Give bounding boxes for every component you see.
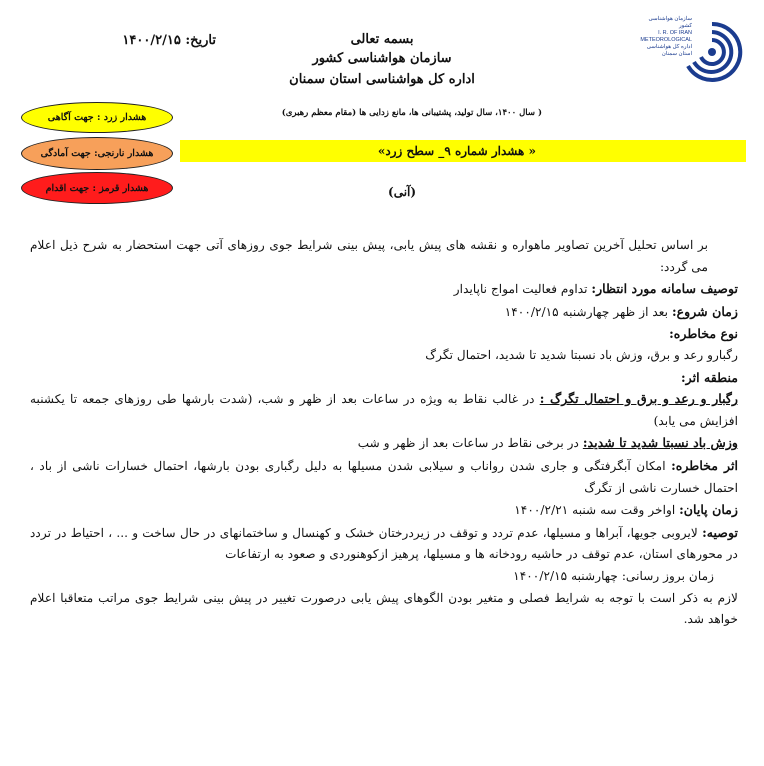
- intro-paragraph: بر اساس تحلیل آخرین تصاویر ماهواره و نقشه های پیش یابی، پیش بینی شرایط جوی روزهای آتی جهت استحضار به شرح ذیل اعلام می گردد:: [30, 238, 708, 274]
- system-line: [30, 278, 738, 301]
- effect-text: امکان آبگرفتگی و جاری شدن رواناب و سیلابی شدن مسیلها به دلیل رگباری بودن بارشها، احتمال خسارات ناشی از باد ، احتمال خسارت ناشی از تگرگ: [30, 458, 738, 495]
- organization-logo: [634, 12, 744, 84]
- system-label: توصیف سامانه مورد انتظار:: [591, 281, 738, 297]
- organization-name: سازمان هواشناسی کشور: [312, 51, 452, 66]
- area-wind-text: در برخی نقاط در ساعات بعد از ظهر و شب: [357, 436, 583, 451]
- hazard-label: نوع مخاطره:: [669, 326, 738, 342]
- legend-red: هشدار قرمز : جهت اقدام: [21, 172, 173, 204]
- legend-yellow: هشدار زرد : جهت آگاهی: [21, 102, 173, 133]
- start-line: [30, 301, 738, 324]
- area-label: منطقه اثر:: [681, 369, 738, 385]
- hazard-text: رگبارو رعد و برق، وزش باد نسبتا شدید تا شدید، احتمال تگرگ: [425, 347, 738, 362]
- area-wind-line: [30, 432, 738, 455]
- area-wind-label: وزش باد نسبتا شدید تا شدید:: [582, 435, 738, 451]
- logo-text: سازمان هواشناسی کشور I. R. OF IRAN METEOROLOGICAL اداره کل هواشناسی استان سمنان: [640, 16, 692, 57]
- advice-line: [30, 522, 738, 566]
- effect-label: اثر مخاطره:: [671, 457, 738, 473]
- date-value: ۱۴۰۰/۲/۱۵: [122, 33, 181, 48]
- area-rain-line: [30, 388, 738, 432]
- document-date: [106, 33, 216, 48]
- legend-orange: هشدار نارنجی: جهت آمادگی: [21, 137, 173, 170]
- date-label: تاریخ:: [185, 33, 216, 48]
- department-name: اداره کل هواشناسی استان سمنان: [289, 72, 475, 87]
- end-line: [30, 499, 738, 522]
- start-text: بعد از ظهر چهارشنبه ۱۴۰۰/۲/۱۵: [504, 304, 672, 319]
- system-text: تداوم فعالیت امواج ناپایدار: [453, 282, 592, 297]
- warning-title: « هشدار شماره ۹_ سطح زرد»: [377, 144, 536, 158]
- basmala: بسمه تعالی: [350, 32, 414, 47]
- meteorology-emblem-icon: [680, 20, 744, 84]
- note-line: لازم به ذکر است با توجه به شرایط فصلی و متغیر بودن الگوهای پیش یابی درصورت تغییر در پیش بینی شرایط جوی مراتب متعاقبا اعلام خواهد شد.: [30, 590, 738, 627]
- warning-banner: [180, 140, 746, 162]
- document-header: [232, 32, 532, 87]
- effect-line: [30, 455, 738, 499]
- end-text: اواخر وقت سه شنبه ۱۴۰۰/۲/۲۱: [514, 503, 680, 518]
- year-slogan: ( سال ۱۴۰۰، سال تولید، پشتیبانی ها، مانع زدایی ها (مقام معظم رهبری): [281, 108, 542, 118]
- end-label: زمان پایان:: [679, 502, 738, 518]
- area-rain-label: رگبار و رعد و برق و احتمال تگرگ :: [539, 391, 738, 407]
- area-rain-text: در غالب نقاط به ویژه در ساعات بعد از ظهر و شب، (شدت بارشها طی روزهای جمعه تا یکشنبه افزایش می یابد): [30, 392, 738, 428]
- start-label: زمان شروع:: [671, 303, 738, 319]
- immediacy-label: (آنی): [388, 185, 417, 199]
- warning-body: [30, 235, 738, 631]
- update-line: زمان بروز رسانی: چهارشنبه ۱۴۰۰/۲/۱۵: [513, 568, 714, 583]
- advice-label: توصیه:: [702, 524, 738, 540]
- advice-text: لایروبی جویها، آبراها و مسیلها، عدم تردد و توقف در زیردرختان خشک و کهنسال و ساختمانهای در حال ساخت و ... ، احتیاط در تردد در محورهای استان، عدم توقف در حاشیه رودخانه ها و مسیلها، پرهیز ازکوهنوردی و صعود به ارتفاعات: [30, 525, 738, 562]
